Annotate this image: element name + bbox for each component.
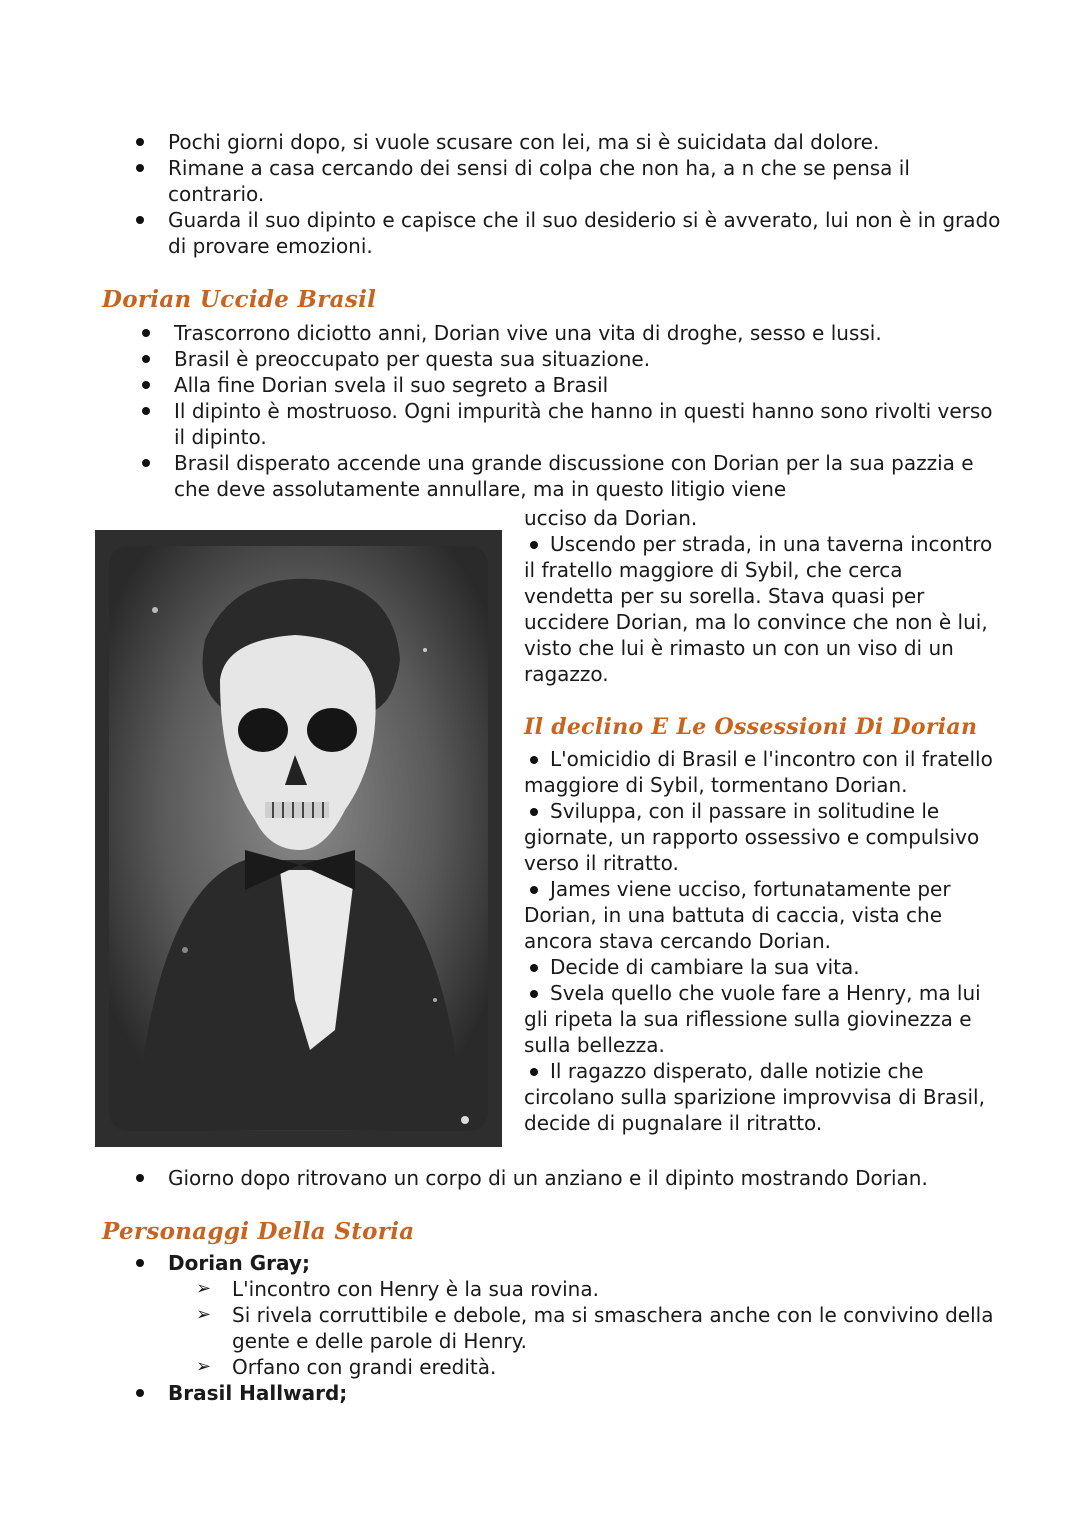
bullet-icon xyxy=(142,355,150,363)
bullet-icon xyxy=(530,541,538,549)
section-heading-declino: Il declino E Le Ossessioni Di Dorian xyxy=(524,714,978,740)
list-item xyxy=(168,207,1008,259)
bullet-icon xyxy=(136,164,144,172)
bullet-icon xyxy=(136,1389,144,1397)
list-item xyxy=(174,398,994,450)
list-item xyxy=(524,954,994,980)
bullet-icon xyxy=(530,756,538,764)
note-text: Orfano con grandi eredità. xyxy=(232,1355,497,1379)
list-item xyxy=(174,346,994,372)
list-item xyxy=(168,1165,1008,1191)
list-item-text: Pochi giorni dopo, si vuole scusare con lei, ma si è suicidata dal dolore. xyxy=(168,130,880,154)
list-item xyxy=(168,155,1008,207)
continuation-text: ucciso da Dorian. xyxy=(524,506,698,530)
list-item xyxy=(174,450,994,502)
arrow-icon: ➢ xyxy=(196,1356,212,1377)
side-bullet-text: Uscendo per strada, in una taverna incontro il fratello maggiore di Sybil, che cerca vendetta per su sorella. Stava quasi per uccidere Dorian, ma lo convince che non è lui, visto che lui è rimasto un con un viso di un ragazzo. xyxy=(524,532,993,686)
note-text: Si rivela corruttibile e debole, ma si smaschera anche con le convivino della gente e delle parole di Henry. xyxy=(232,1303,994,1353)
list-item xyxy=(174,320,994,346)
bullet-icon xyxy=(142,381,150,389)
character-notes xyxy=(168,1276,1008,1380)
list-item-text: Brasil disperato accende una grande discussione con Dorian per la sua pazzia e che deve assolutamente annullare, ma in questo litigio viene xyxy=(174,451,974,501)
bullet-icon xyxy=(142,459,150,467)
bullet-icon xyxy=(530,964,538,972)
bullet-icon xyxy=(136,1174,144,1182)
list-item-text: Sviluppa, con il passare in solitudine le giornate, un rapporto ossessivo e compulsivo verso il ritratto. xyxy=(524,799,980,875)
character-name: Brasil Hallward; xyxy=(168,1381,348,1405)
dorian-bullet-list xyxy=(174,320,994,502)
declino-bullet-list xyxy=(524,746,994,1136)
list-item xyxy=(524,1058,994,1136)
bullet-icon xyxy=(136,138,144,146)
list-item-text: Svela quello che vuole fare a Henry, ma lui gli ripeta la sua riflessione sulla giovinezza e sulla bellezza. xyxy=(524,981,981,1057)
list-item-text: Rimane a casa cercando dei sensi di colpa che non ha, a n che se pensa il contrario. xyxy=(168,156,910,206)
list-item xyxy=(524,980,994,1058)
bullet-icon xyxy=(530,808,538,816)
bullet-icon xyxy=(136,1259,144,1267)
bullet-icon xyxy=(530,1068,538,1076)
list-item-text: Guarda il suo dipinto e capisce che il suo desiderio si è avverato, lui non è in grado di provare emozioni. xyxy=(168,208,1001,258)
arrow-icon: ➢ xyxy=(196,1278,212,1299)
list-item xyxy=(168,129,1008,155)
character-item xyxy=(168,1380,1008,1406)
bullet-icon xyxy=(142,329,150,337)
list-item-text: Alla fine Dorian svela il suo segreto a Brasil xyxy=(174,373,609,397)
character-note xyxy=(196,1276,1008,1302)
note-text: L'incontro con Henry è la sua rovina. xyxy=(232,1277,599,1301)
side-text-dorian xyxy=(524,505,994,687)
list-item-text: James viene ucciso, fortunatamente per Dorian, in una battuta di caccia, vista che ancora stava cercando Dorian. xyxy=(524,877,951,953)
section-heading-dorian-uccide-brasil: Dorian Uccide Brasil xyxy=(102,286,377,313)
section-heading-personaggi: Personaggi Della Storia xyxy=(102,1218,415,1245)
list-item-text: Brasil è preoccupato per questa sua situazione. xyxy=(174,347,651,371)
list-item xyxy=(524,798,994,876)
list-item-text: Decide di cambiare la sua vita. xyxy=(550,955,860,979)
bullet-icon xyxy=(136,216,144,224)
arrow-icon: ➢ xyxy=(196,1304,212,1325)
bullet-icon xyxy=(142,407,150,415)
bullet-icon xyxy=(530,990,538,998)
list-item xyxy=(524,746,994,798)
character-item xyxy=(168,1250,1008,1380)
list-item-text: Il ragazzo disperato, dalle notizie che circolano sulla sparizione improvvisa di Brasil, decide di pugnalare il ritratto. xyxy=(524,1059,985,1135)
list-item xyxy=(174,372,994,398)
portrait-illustration xyxy=(95,530,502,1147)
side-bullet xyxy=(524,531,994,687)
list-item xyxy=(524,876,994,954)
characters-list xyxy=(168,1250,1008,1406)
list-item-text: Giorno dopo ritrovano un corpo di un anziano e il dipinto mostrando Dorian. xyxy=(168,1166,928,1190)
character-note xyxy=(196,1354,1008,1380)
bullet-icon xyxy=(530,886,538,894)
character-note xyxy=(196,1302,1008,1354)
dorian-skull-portrait-image xyxy=(95,530,502,1147)
final-bullet-list xyxy=(168,1165,1008,1191)
list-item-text: Il dipinto è mostruoso. Ogni impurità che hanno in questi hanno sono rivolti verso il dipinto. xyxy=(174,399,993,449)
character-name: Dorian Gray; xyxy=(168,1251,310,1275)
intro-bullet-list xyxy=(168,129,1008,259)
list-item-text: Trascorrono diciotto anni, Dorian vive una vita di droghe, sesso e lussi. xyxy=(174,321,882,345)
list-item-text: L'omicidio di Brasil e l'incontro con il fratello maggiore di Sybil, tormentano Dorian. xyxy=(524,747,993,797)
